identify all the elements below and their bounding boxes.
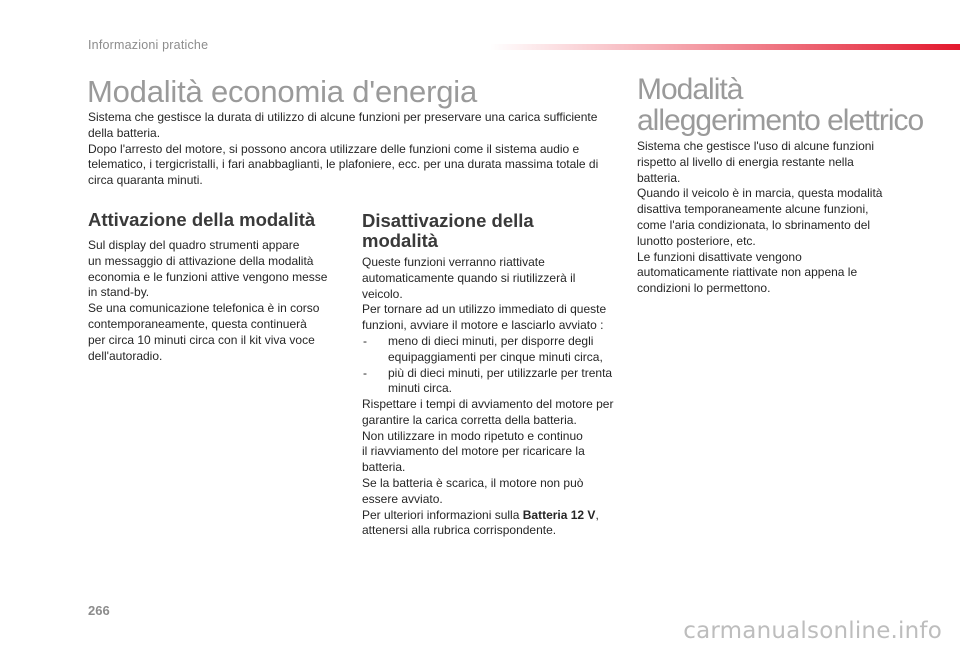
- list-dash: -: [363, 334, 367, 348]
- list-dash: -: [363, 365, 367, 380]
- page-title: Modalità economia d'energia: [87, 74, 477, 109]
- intro-paragraph: [88, 110, 598, 189]
- list-item: [362, 366, 622, 398]
- side-title: [637, 74, 937, 136]
- side-line: lunotto posteriore, etc.: [637, 233, 756, 248]
- deactivation-line: attenersi alla rubrica corrispondente.: [362, 523, 557, 538]
- side-line: come l'aria condizionata, lo sbrinamento del: [637, 217, 871, 232]
- battery-reference-link: Batteria 12 V: [522, 507, 596, 522]
- side-line: Quando il veicolo è in marcia, questa modalità: [637, 186, 883, 201]
- deactivation-line: veicolo.: [362, 286, 403, 301]
- deactivation-line: Rispettare i tempi di avviamento del motore per: [362, 397, 614, 411]
- page-number: 266: [88, 603, 110, 618]
- deactivation-line: batteria.: [362, 460, 406, 475]
- section-header-label: Informazioni pratiche: [88, 38, 209, 52]
- deactivation-line: Per tornare ad un utilizzo immediato di queste: [362, 302, 607, 317]
- deactivation-line: Se la batteria è scarica, il motore non può: [362, 475, 584, 490]
- side-line: Sistema che gestisce l'uso di alcune funzioni: [637, 139, 875, 153]
- deactivation-list: [362, 334, 622, 397]
- list-item-line: minuti circa.: [388, 381, 453, 396]
- side-line: Le funzioni disattivate vengono: [637, 249, 802, 264]
- activation-line: un messaggio di attivazione della modalità: [88, 253, 314, 268]
- side-line: automaticamente riattivate non appena le: [637, 265, 858, 280]
- intro-line: Sistema che gestisce la durata di utilizzo di alcune funzioni per preservare una carica sufficiente: [88, 110, 598, 124]
- list-item-line: più di dieci minuti, per utilizzarle per trenta: [388, 365, 613, 380]
- activation-line: dell'autoradio.: [88, 348, 163, 363]
- side-title-line: alleggerimento elettrico: [637, 104, 924, 137]
- activation-line: Sul display del quadro strumenti appare: [88, 238, 300, 252]
- list-item: [362, 334, 622, 366]
- activation-line: Se una comunicazione telefonica è in corso: [88, 301, 320, 316]
- side-line: batteria.: [637, 170, 681, 185]
- deactivation-line: automaticamente quando si riutilizzerà il: [362, 270, 576, 285]
- deactivation-heading-line: Disattivazione della: [362, 210, 534, 231]
- side-line: rispetto al livello di energia restante nella: [637, 154, 854, 169]
- reference-prefix: Per ulteriori informazioni sulla: [362, 507, 523, 522]
- side-title-line: Modalità: [637, 73, 743, 106]
- deactivation-line: Non utilizzare in modo ripetuto e continuo: [362, 428, 583, 443]
- reference-suffix: ,: [595, 507, 599, 522]
- activation-line: in stand-by.: [88, 285, 150, 300]
- intro-line: Dopo l'arresto del motore, si possono ancora utilizzare delle funzioni come il sistema audio e: [88, 141, 580, 156]
- deactivation-line: funzioni, avviare il motore e lasciarlo avviato :: [362, 318, 604, 333]
- activation-heading: Attivazione della modalità: [88, 209, 316, 230]
- deactivation-paragraph-top: [362, 255, 606, 334]
- deactivation-line: essere avviato.: [362, 491, 443, 506]
- battery-reference-line: [362, 508, 613, 524]
- watermark: carmanualsonline.info: [683, 618, 942, 644]
- activation-line: contemporaneamente, questa continuerà: [88, 316, 307, 331]
- side-paragraph: [637, 139, 882, 297]
- header-accent-bar: [490, 44, 960, 50]
- list-item-line: equipaggiamenti per cinque minuti circa,: [388, 349, 603, 364]
- intro-line: circa quaranta minuti.: [88, 173, 203, 188]
- activation-paragraph: [88, 238, 327, 364]
- deactivation-heading: [362, 211, 534, 251]
- side-line: disattiva temporaneamente alcune funzioni,: [637, 202, 869, 217]
- list-item-line: meno di dieci minuti, per disporre degli: [388, 334, 594, 348]
- activation-line: per circa 10 minuti circa con il kit viva voce: [88, 332, 315, 347]
- intro-line: telematico, i tergicristalli, i fari anabbaglianti, le plafoniere, ecc. per una durata massima totale di: [88, 157, 599, 172]
- intro-line: della batteria.: [88, 125, 161, 140]
- deactivation-line: garantire la carica corretta della batteria.: [362, 412, 577, 427]
- activation-line: economia e le funzioni attive vengono messe: [88, 269, 328, 284]
- side-line: condizioni lo permettono.: [637, 281, 771, 296]
- deactivation-line: il riavviamento del motore per ricaricare la: [362, 444, 585, 459]
- deactivation-line: Queste funzioni verranno riattivate: [362, 255, 545, 269]
- deactivation-paragraph-bottom: [362, 397, 613, 539]
- deactivation-heading-line: modalità: [362, 230, 439, 251]
